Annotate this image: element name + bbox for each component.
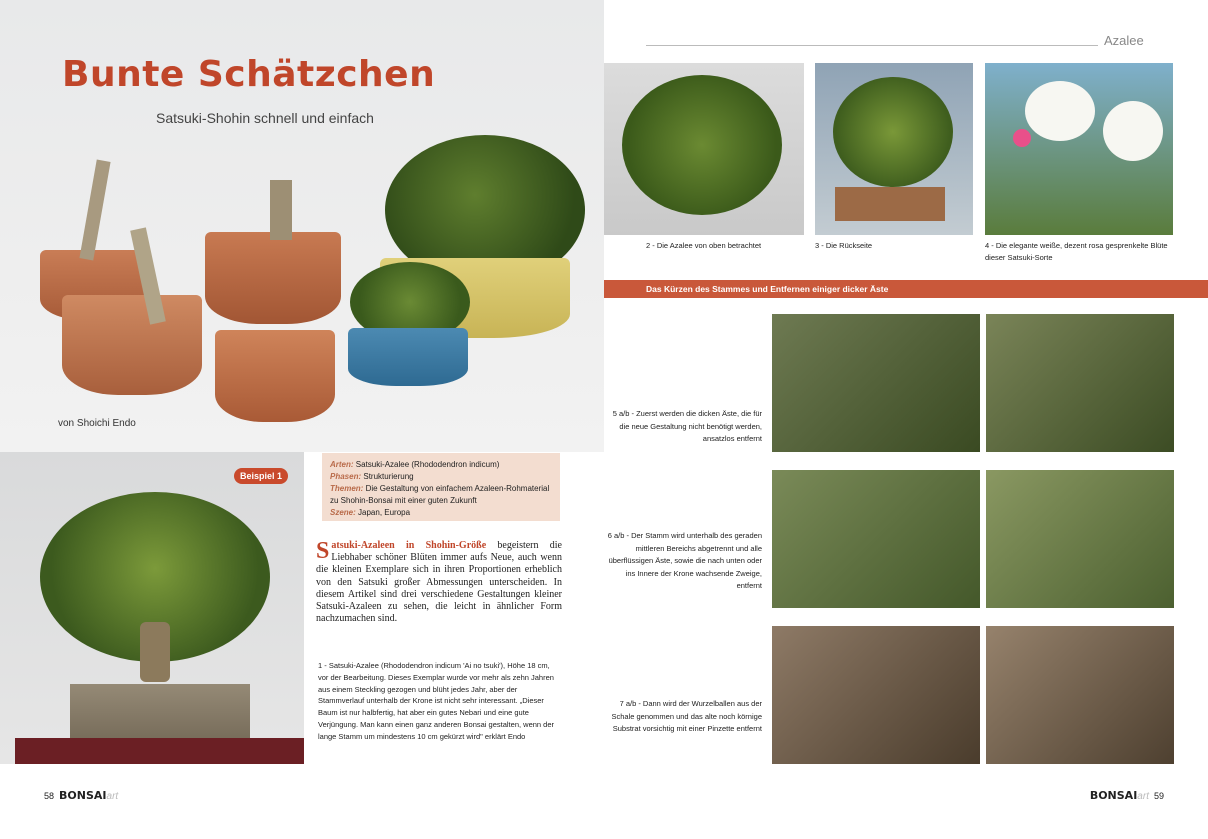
caption-6: 6 a/b - Der Stamm wird unterhalb des geraden mittleren Bereichs abgetrennt und alle überflüssigen Äste, sowie die nach unten oder ins Innere der Krone wachsende Zweige, entfernt bbox=[607, 531, 762, 590]
photo-2 bbox=[604, 63, 804, 235]
page-number-left: 58 bbox=[44, 791, 55, 801]
magazine-brand-left: BONSAI bbox=[59, 789, 107, 802]
info-key-arten: Arten: bbox=[330, 460, 354, 469]
header-rule bbox=[646, 45, 1098, 46]
pink-bud bbox=[1013, 129, 1031, 147]
azalea-trunk bbox=[140, 622, 170, 682]
info-box bbox=[322, 453, 560, 521]
folio-right bbox=[1090, 789, 1164, 802]
azalea-top-view bbox=[622, 75, 782, 215]
blue-pot bbox=[348, 328, 468, 386]
white-blossom-1 bbox=[1025, 81, 1095, 141]
right-page bbox=[604, 0, 1208, 839]
section-tag: Azalee bbox=[1104, 33, 1144, 48]
photo-7b bbox=[986, 626, 1174, 764]
caption-3: 3 - Die Rückseite bbox=[815, 241, 873, 250]
caption-1: 1 - Satsuki-Azalee (Rhododendron indicum 'Ai no tsuki'), Höhe 18 cm, vor der Bearbeitung. Dieses Exemplar wurde vor mehr als zehn Jahren aus einem Steckling gezogen und blüht jedes Jahr, aber der Stammverlauf unterhalb der Krone ist nicht sehr interessant. „Dieser Baum ist nur halbfertig, hat aber ein gutes Nebari und eine gute Verjüngung. Man kann einen ganz anderen Bonsai gestalten, wenn der lange Stamm um mindestens 10 cm gekürzt wird" erklärt Endo bbox=[318, 661, 555, 741]
article-title: Bunte Schätzchen bbox=[62, 54, 436, 95]
photo-5b bbox=[986, 314, 1174, 452]
caption-5: 5 a/b - Zuerst werden die dicken Äste, die für die neue Gestaltung nicht benötigt werden, ansatzlos entfernt bbox=[612, 409, 762, 443]
pot-back bbox=[835, 187, 945, 221]
magazine-brand-right: BONSAI bbox=[1089, 789, 1138, 802]
example-badge: Beispiel 1 bbox=[234, 468, 288, 484]
caption-4: 4 - Die elegante weiße, dezent rosa gesprenkelte Blüte dieser Satsuki-Sorte bbox=[985, 241, 1168, 262]
trunk-3 bbox=[270, 180, 292, 240]
info-value-arten: Satsuki-Azalee (Rhododendron indicum) bbox=[355, 460, 500, 469]
white-blossom-2 bbox=[1103, 101, 1163, 161]
folio-left bbox=[44, 789, 118, 802]
photo-3 bbox=[815, 63, 973, 235]
info-value-themen: Die Gestaltung von einfachem Azaleen-Rohmaterial zu Shohin-Bonsai mit einer guten Zukunft bbox=[330, 484, 550, 505]
info-value-phasen: Strukturierung bbox=[363, 472, 414, 481]
magazine-brand-art-left: art bbox=[106, 791, 119, 802]
intro-paragraph bbox=[316, 540, 562, 625]
info-value-szene: Japan, Europa bbox=[358, 508, 411, 517]
azalea-back-view bbox=[833, 77, 953, 187]
terracotta-pot-4 bbox=[215, 330, 335, 422]
info-key-szene: Szene: bbox=[330, 508, 356, 517]
info-key-phasen: Phasen: bbox=[330, 472, 362, 481]
trunk-1 bbox=[79, 160, 110, 261]
intro-text: begeistern die Liebhaber schöner Blüten immer aufs Neue, auch wenn die kleinen Exemplare sich in ihren Proportionen erheblich von den Satsuki großer Abmessungen unterscheiden. In diesem Artikel sind drei verschiedene Gestaltungen kleiner Satsuki-Azaleen zu sehen, die leicht in ähnlicher Form nachzumachen sind. bbox=[316, 540, 562, 625]
info-key-themen: Themen: bbox=[330, 484, 364, 493]
example-1-photo bbox=[0, 452, 304, 764]
photo-7a bbox=[772, 626, 980, 764]
photo-5a bbox=[772, 314, 980, 452]
hero-photo bbox=[0, 0, 604, 452]
magazine-brand-art-right: art bbox=[1137, 791, 1149, 802]
drop-cap: S bbox=[316, 538, 330, 564]
display-stand bbox=[15, 738, 304, 764]
intro-lead: atsuki-Azaleen in Shohin-Größe bbox=[331, 540, 487, 551]
caption-2: 2 - Die Azalee von oben betrachtet bbox=[646, 241, 762, 250]
caption-7: 7 a/b - Dann wird der Wurzelballen aus der Schale genommen und das alte noch körnige Substrat vorsichtig mit einer Pinzette entfernt bbox=[611, 699, 762, 733]
photo-4 bbox=[985, 63, 1173, 235]
article-subtitle: Satsuki-Shohin schnell und einfach bbox=[156, 110, 374, 126]
terracotta-pot-2 bbox=[205, 232, 341, 324]
author-byline: von Shoichi Endo bbox=[58, 418, 136, 429]
terracotta-pot-3 bbox=[62, 295, 202, 395]
brown-pot bbox=[70, 684, 250, 744]
page-number-right: 59 bbox=[1153, 791, 1164, 801]
section-band: Das Kürzen des Stammes und Entfernen einiger dicker Äste bbox=[604, 280, 1208, 298]
photo-6b bbox=[986, 470, 1174, 608]
photo-6a bbox=[772, 470, 980, 608]
